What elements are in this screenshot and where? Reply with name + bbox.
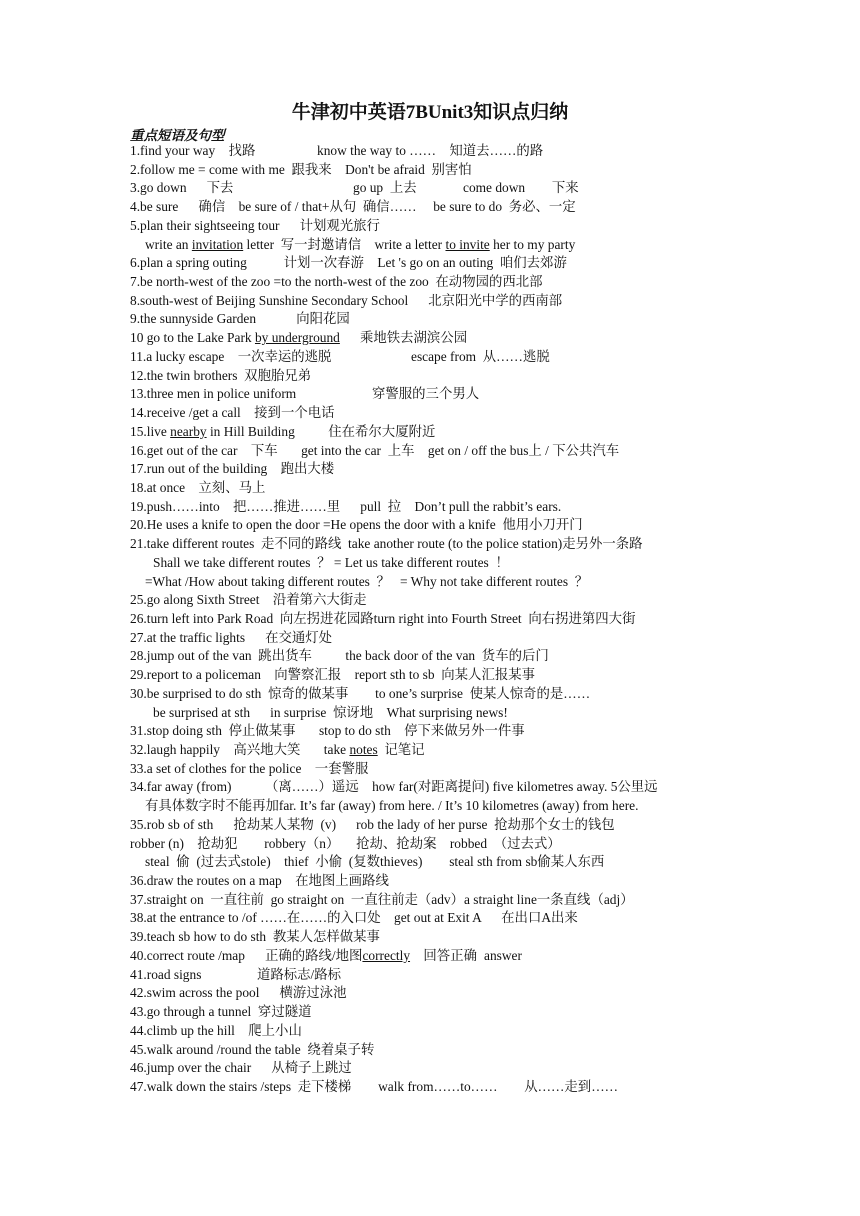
phrase-text: robber (n) 抢劫犯 robbery（n） 抢劫、抢劫案 robbed （过去式） <box>130 835 561 851</box>
phrase-line <box>130 179 850 198</box>
phrase-text: her to my party <box>489 236 576 252</box>
phrase-text: 35.rob sb of sth 抢劫某人某物 (v) rob the lady of her purse 抢劫那个女士的钱包 <box>130 816 615 832</box>
phrase-text: in Hill Building 住在希尔大厦附近 <box>206 423 436 439</box>
section-heading: 重点短语及句型 <box>130 128 225 143</box>
phrase-text: 18.at once 立刻、马上 <box>130 479 266 495</box>
phrase-line <box>130 966 850 985</box>
phrase-line <box>130 704 850 723</box>
phrase-text: go up 上去 <box>353 180 417 196</box>
phrase-text: come down 下来 <box>463 180 579 196</box>
phrase-text: 1.find your way 找路 <box>130 143 256 158</box>
phrase-text: 14.receive /get a call 接到一个电话 <box>130 405 335 421</box>
phrase-text: 有具体数字时不能再加far. It’s far (away) from here. / It’s 10 kilometres (away) from here. <box>145 798 639 814</box>
phrase-line <box>130 891 850 910</box>
phrase-text: escape from 从……逃脱 <box>411 348 550 364</box>
underlined-term: to invite <box>445 236 490 252</box>
phrase-line <box>130 516 850 535</box>
phrase-text: 37.straight on 一直往前 go straight on 一直往前走（adv）a straight line一条直线（adj） <box>130 891 634 907</box>
phrase-line <box>130 816 850 835</box>
phrase-text: 20.He uses a knife to open the door =He opens the door with a knife 他用小刀开门 <box>130 517 583 533</box>
phrase-text: know the way to …… 知道去……的路 <box>317 143 544 158</box>
phrase-text: 38.at the entrance to /of ……在……的入口处 get out at Exit A 在出口A出来 <box>130 910 578 926</box>
phrase-text: 17.run out of the building 跑出大楼 <box>130 461 335 477</box>
phrase-line <box>130 329 850 348</box>
phrase-text: 穿警服的三个男人 <box>372 386 480 402</box>
phrase-text: 46.jump over the chair 从椅子上跳过 <box>130 1060 352 1076</box>
phrase-line <box>130 423 850 442</box>
document-title: 牛津初中英语7BUnit3知识点归纳 <box>291 102 569 123</box>
phrase-line <box>130 236 850 255</box>
phrase-text: 3.go down 下去 <box>130 180 234 196</box>
phrase-line <box>130 1078 850 1097</box>
phrase-line <box>130 909 850 928</box>
phrase-line <box>130 741 850 760</box>
underlined-term: nearby <box>170 423 207 439</box>
phrase-text: 回答正确 <box>410 947 477 963</box>
phrase-line <box>130 722 850 741</box>
phrase-line <box>130 984 850 1003</box>
phrase-line <box>130 797 850 816</box>
phrase-text: write an <box>145 236 192 252</box>
phrase-text: 25.go along Sixth Street 沿着第六大街走 <box>130 592 367 608</box>
phrase-line <box>130 853 850 872</box>
phrase-line <box>130 367 850 386</box>
phrase-text: 32.laugh happily 高兴地大笑 take <box>130 742 350 757</box>
phrase-text: 乘地铁去湖滨公园 <box>339 330 468 346</box>
phrase-text: =What /How about taking different routes ？ = Why not take different routes ？ <box>145 573 589 589</box>
phrase-line <box>130 404 850 423</box>
phrase-text: 40.correct route /map 正确的路线/地图 <box>130 947 363 963</box>
phrase-line <box>130 647 850 666</box>
phrase-line <box>130 498 850 517</box>
phrase-text: 15.live <box>130 423 171 439</box>
phrase-text: 10 go to the Lake Park <box>130 330 255 346</box>
underlined-term: correctly <box>362 947 411 963</box>
phrase-text: steal 偷 (过去式stole) thief 小偷 (复数thieves) steal sth from sb偷某人东西 <box>145 854 605 870</box>
phrase-text: 19.push……into 把……推进……里 pull 拉 Don’t pull the rabbit’s ears. <box>130 498 562 514</box>
phrase-text: 36.draw the routes on a map 在地图上画路线 <box>130 873 389 889</box>
phrase-text: 27.at the traffic lights 在交通灯处 <box>130 629 333 645</box>
phrase-text: 记笔记 <box>377 742 425 757</box>
phrase-line <box>130 666 850 685</box>
phrase-line <box>130 573 850 592</box>
phrase-text: 34.far away (from) （离……）遥远 how far(对距离提问) five kilometres away. 5公里远 <box>130 779 658 795</box>
phrase-line <box>130 142 850 161</box>
phrase-text: 13.three men in police uniform <box>130 386 297 402</box>
phrase-text: 44.climb up the hill 爬上小山 <box>130 1022 302 1038</box>
phrase-line <box>130 460 850 479</box>
phrase-text: 2.follow me = come with me 跟我来 Don't be afraid 别害怕 <box>130 161 472 177</box>
phrase-text: 道路标志/路标 <box>257 966 342 982</box>
phrase-text: answer <box>484 947 526 963</box>
phrase-text: 28.jump out of the van 跳出货车 the back door of the van 货车的后门 <box>130 648 549 664</box>
phrase-line <box>130 629 850 648</box>
phrase-text: be surprised at sth in surprise 惊讶地 What surprising news! <box>153 704 508 720</box>
phrase-line <box>130 835 850 854</box>
phrase-line <box>130 1022 850 1041</box>
phrase-line <box>130 161 850 180</box>
phrase-text: 21.take different routes 走不同的路线 take another route (to the police station)走另外一条路 <box>130 536 643 552</box>
phrase-line <box>130 928 850 947</box>
phrase-text: 9.the sunnyside Garden 向阳花园 <box>130 311 350 327</box>
phrase-text: 42.swim across the pool 横游过泳池 <box>130 985 347 1001</box>
phrase-line <box>130 872 850 891</box>
phrase-text: 33.a set of clothes for the police 一套警服 <box>130 760 369 776</box>
phrase-line <box>130 254 850 273</box>
phrase-text: 16.get out of the car 下车 get into the car 上车 get on / off the bus上 / 下公共汽车 <box>130 442 620 458</box>
phrase-line <box>130 348 850 367</box>
phrase-text: 31.stop doing sth 停止做某事 stop to do sth 停下来做另外一件事 <box>130 723 525 739</box>
phrase-text: Shall we take different routes ？ = Let us take different routes ！ <box>153 554 509 570</box>
phrase-text: 29.report to a policeman 向警察汇报 report sth to sb 向某人汇报某事 <box>130 667 536 683</box>
phrase-line <box>130 310 850 329</box>
phrase-text: 47.walk down the stairs /steps 走下楼梯 walk from……to…… 从……走到…… <box>130 1078 618 1094</box>
phrase-line <box>130 685 850 704</box>
phrase-line <box>130 1059 850 1078</box>
phrase-text: 11.a lucky escape 一次幸运的逃脱 <box>130 348 332 364</box>
phrase-line <box>130 610 850 629</box>
phrase-line <box>130 1041 850 1060</box>
phrase-line <box>130 1003 850 1022</box>
phrase-text: letter 写一封邀请信 write a letter <box>243 236 446 252</box>
phrase-line <box>130 273 850 292</box>
phrase-text: 45.walk around /round the table 绕着桌子转 <box>130 1041 375 1057</box>
phrase-text: 41.road signs <box>130 966 202 982</box>
phrase-text: 6.plan a spring outing 计划一次春游 Let 's go on an outing 咱们去郊游 <box>130 255 567 271</box>
phrase-text: 43.go through a tunnel 穿过隧道 <box>130 1004 312 1020</box>
phrase-line <box>130 385 850 404</box>
phrase-line <box>130 591 850 610</box>
phrase-text: 39.teach sb how to do sth 教某人怎样做某事 <box>130 929 380 945</box>
phrase-text: 26.turn left into Park Road 向左拐进花园路turn right into Fourth Street 向右拐进第四大街 <box>130 610 636 626</box>
phrase-line <box>130 479 850 498</box>
phrase-text: 12.the twin brothers 双胞胎兄弟 <box>130 367 312 383</box>
phrase-text: 4.be sure 确信 be sure of / that+从句 确信…… be sure to do 务必、一定 <box>130 199 576 215</box>
phrase-text: 30.be surprised to do sth 惊奇的做某事 to one’s surprise 使某人惊奇的是…… <box>130 685 591 701</box>
underlined-term: notes <box>349 742 378 757</box>
phrase-line <box>130 198 850 217</box>
phrase-text: 7.be north-west of the zoo =to the north-west of the zoo 在动物园的西北部 <box>130 274 543 290</box>
phrase-list <box>130 142 850 1097</box>
phrase-line <box>130 535 850 554</box>
phrase-line <box>130 947 850 966</box>
phrase-line <box>130 292 850 311</box>
phrase-line <box>130 442 850 461</box>
phrase-line <box>130 778 850 797</box>
phrase-text: 5.plan their sightseeing tour 计划观光旅行 <box>130 217 380 233</box>
phrase-line <box>130 554 850 573</box>
phrase-line <box>130 760 850 779</box>
phrase-line <box>130 217 850 236</box>
underlined-term: invitation <box>191 236 244 252</box>
underlined-term: by underground <box>254 330 340 346</box>
phrase-text: 8.south-west of Beijing Sunshine Secondary School 北京阳光中学的西南部 <box>130 292 563 308</box>
